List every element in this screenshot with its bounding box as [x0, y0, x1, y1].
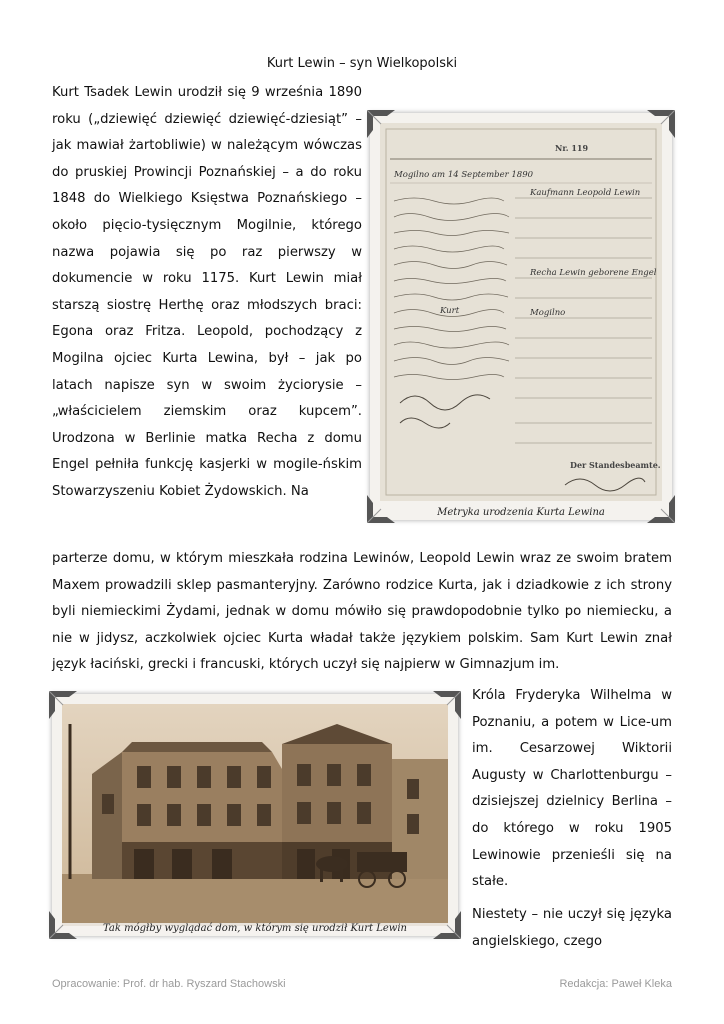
- house-photo-caption: Tak mógłby wyglądać dom, w którym się urodził Kurt Lewin: [52, 923, 458, 934]
- paragraph-schools: Króla Fryderyka Wilhelma w Poznaniu, a potem w Lice-um im. Cesarzowej Wiktorii Augusty w Charlottenburgu – dzisiejszej dzielnicy Berlina – do którego w roku 1905 Lewinowie przenieśli się na stałe.: [472, 688, 672, 890]
- corner-ornament-icon: [49, 691, 77, 719]
- certificate-father: Kaufmann Leopold Lewin: [530, 188, 641, 198]
- corner-ornament-icon: [433, 691, 461, 719]
- birth-certificate-image: [380, 123, 662, 501]
- corner-ornament-icon: [367, 495, 395, 523]
- certificate-mother: Recha Lewin geborene Engel: [530, 268, 657, 278]
- corner-ornament-icon: [49, 911, 77, 939]
- footer-author: Opracowanie: Prof. dr hab. Ryszard Stachowski: [52, 978, 286, 990]
- corner-ornament-icon: [647, 110, 675, 138]
- certificate-number: Nr. 119: [555, 143, 589, 153]
- paragraph-intro: Kurt Tsadek Lewin urodził się 9 września 1890 roku („dziewięć dziewięć dziewięć-dziesiąt” – jak mawiał żartobliwie) w należącym wówczas do pruskiej Prowincji Poznańskiej – a do roku 1848 do Wielkiego Księstwa Poznańskiego – około pięcio-tysięcznym Mogilnie, którego nazwa pojawia się po raz pierwszy w dokumencie w roku 1175. Kurt Lewin miał starszą siostrę Herthę oraz młodszych braci: Egona oraz Fritza. Leopold, pochodzący z Mogilna ojciec Kurta Lewina, był – jak po latach napisze syn w swoim życiorysie – „właścicielem ziemskim oraz kupcem”. Urodzona w Berlinie matka Recha z domu Engel pełniła funkcję kasjerki w mogile-ńskim Stowarzyszeniu Kobiet Żydowskich. Na: [52, 85, 362, 499]
- paragraph-family: parterze domu, w którym mieszkała rodzina Lewinów, Leopold Lewin wraz ze swoim bratem Maxem prowadzili sklep pasmanteryjny. Zarówno rodzice Kurta, jak i dziadkowie z ich strony byli niemieckimi Żydami, jednak w domu mówiło się prawdopodobnie tylko po niemiecku, a nie w jidysz, aczkolwiek ojciec Kurta władał także językiem polskim. Sam Kurt Lewin znał język łaciński, grecki i francuski, których uczył się najpierw w Gimnazjum im.: [52, 551, 672, 673]
- footer-editor: Redakcja: Paweł Kleka: [559, 978, 672, 990]
- corner-ornament-icon: [433, 911, 461, 939]
- certificate-child-name: Kurt: [440, 306, 460, 316]
- house-photo-figure: [52, 694, 458, 936]
- certificate-city: Mogilno: [530, 308, 566, 318]
- house-photo-image: [62, 704, 448, 926]
- corner-ornament-icon: [367, 110, 395, 138]
- birth-certificate-figure: [370, 113, 672, 520]
- birth-certificate-caption: Metryka urodzenia Kurta Lewina: [437, 507, 605, 518]
- corner-ornament-icon: [647, 495, 675, 523]
- paragraph-english: Niestety – nie uczył się języka angielskiego, czego: [472, 907, 672, 949]
- certificate-header: Mogilno am 14 September 1890: [394, 170, 534, 180]
- page-title: Kurt Lewin – syn Wielkopolski: [266, 56, 458, 71]
- certificate-footer: Der Standesbeamte.: [570, 460, 661, 470]
